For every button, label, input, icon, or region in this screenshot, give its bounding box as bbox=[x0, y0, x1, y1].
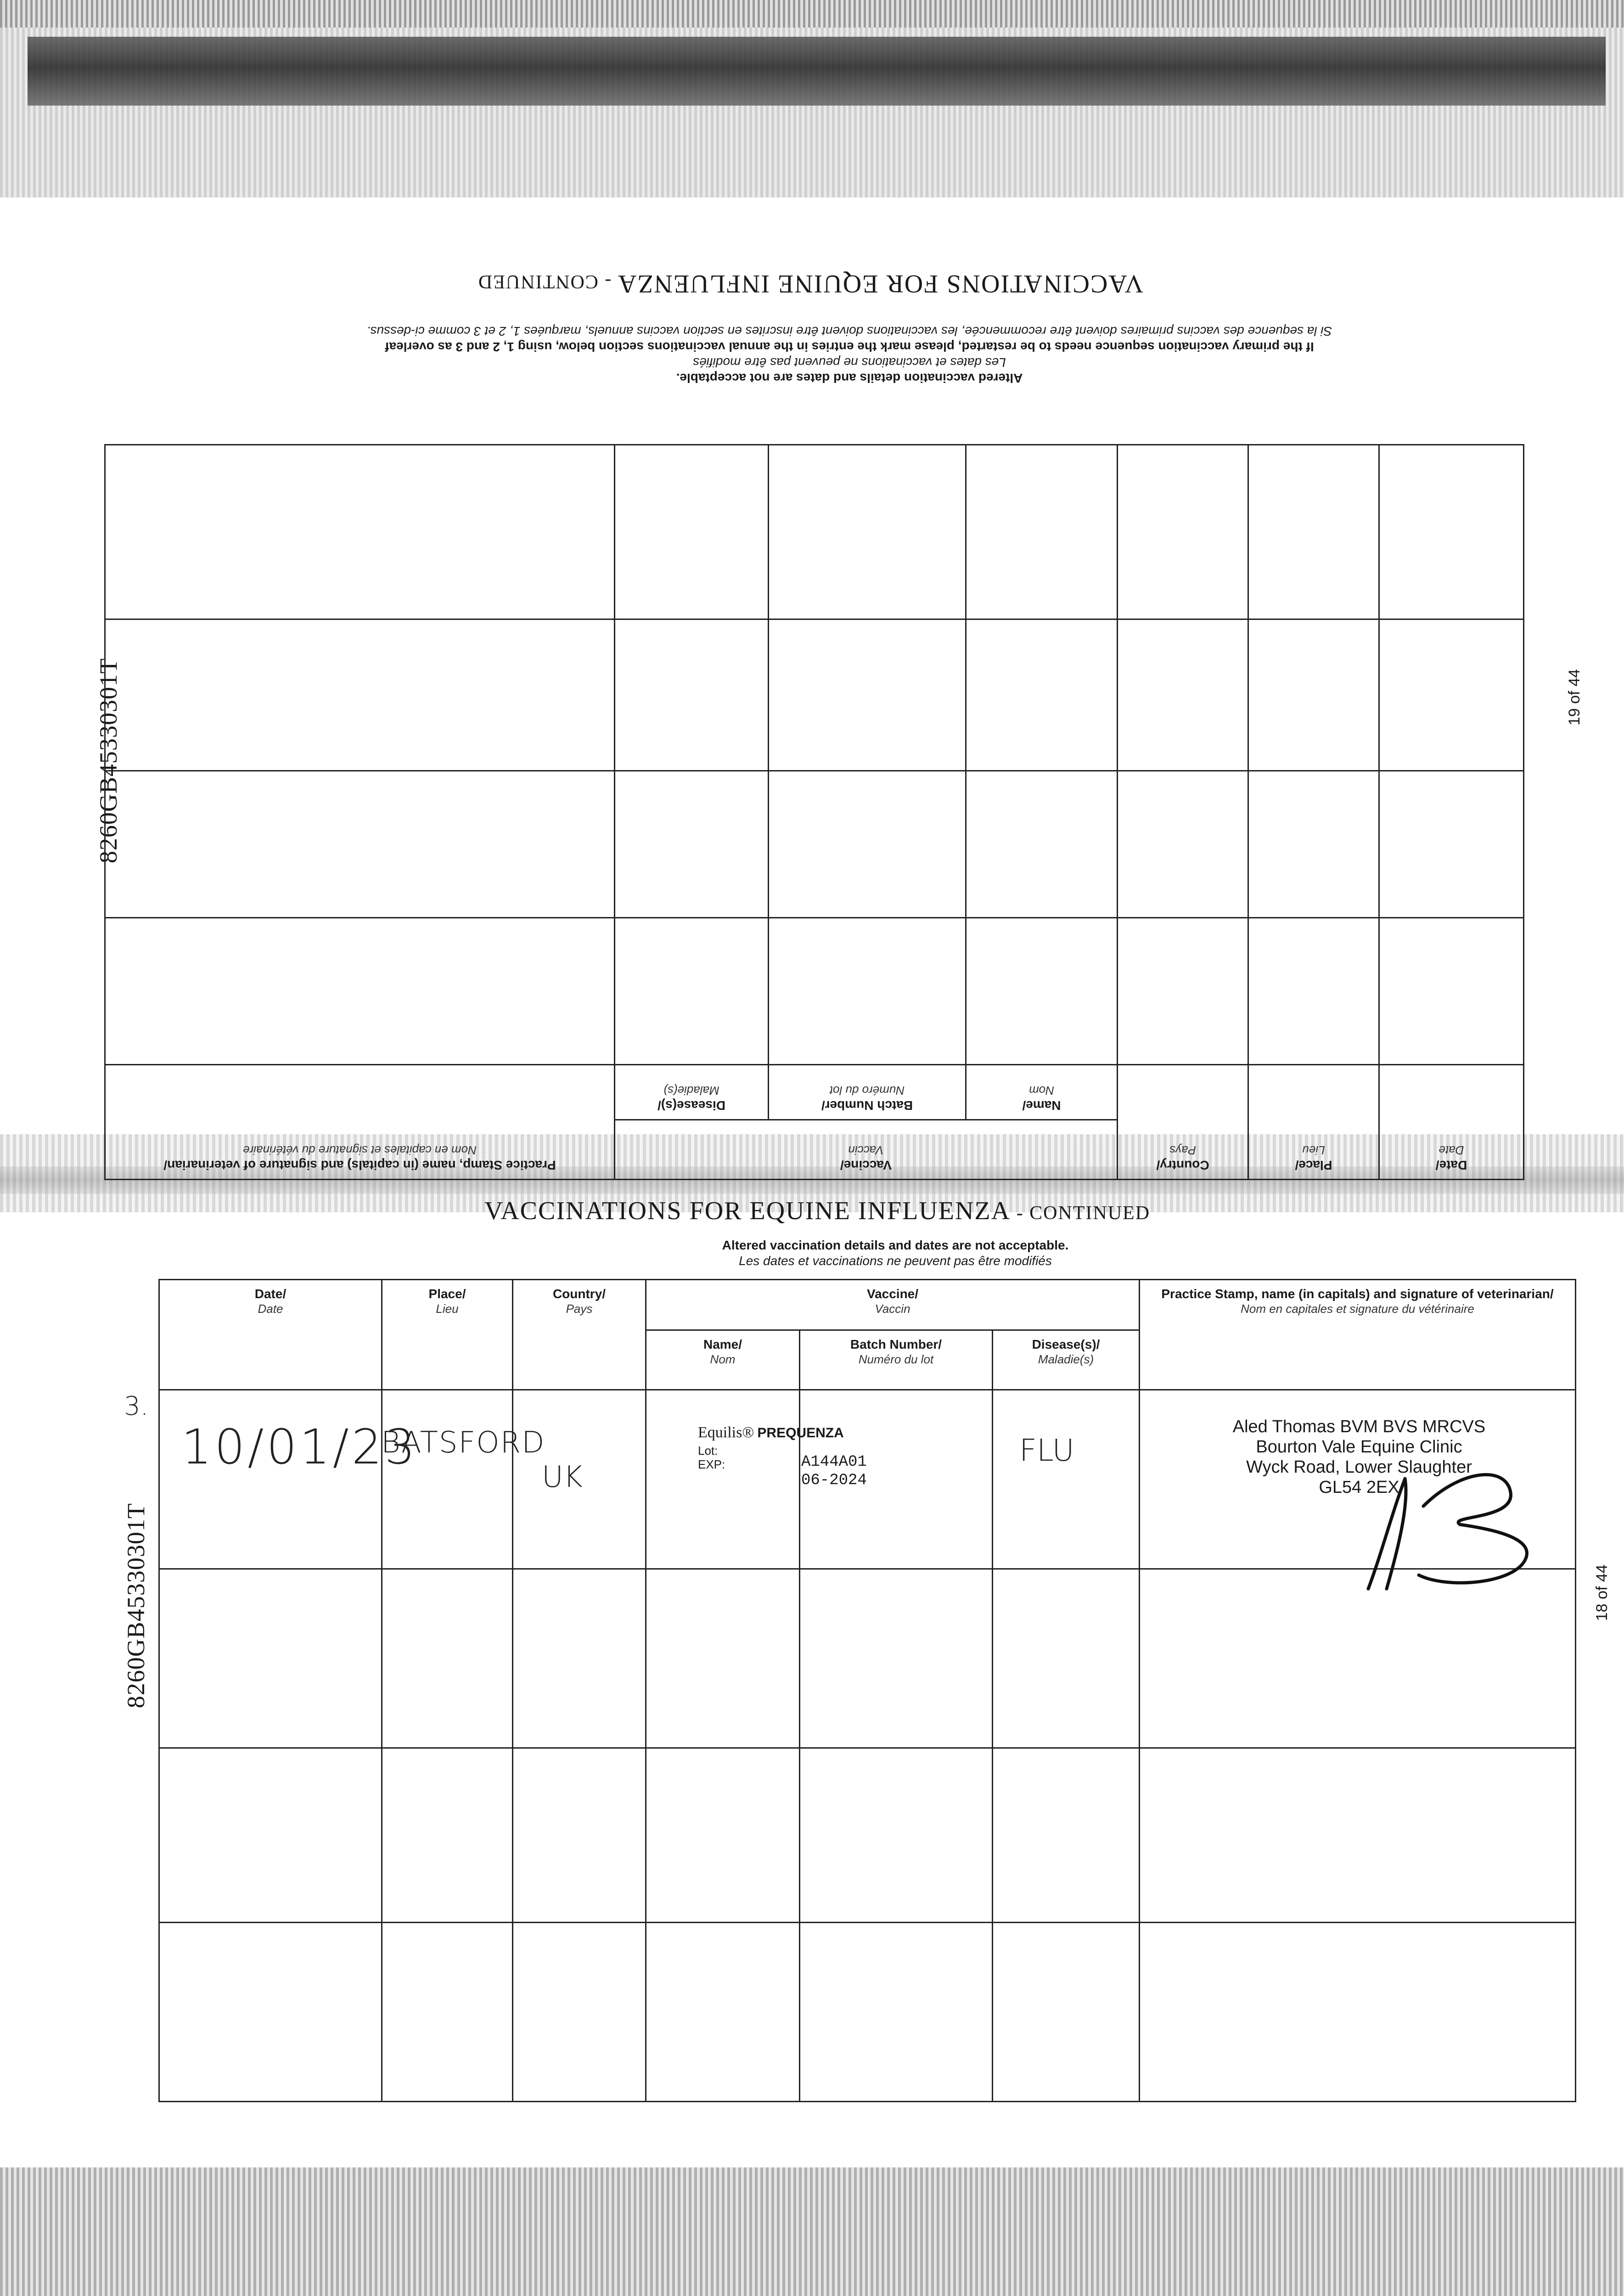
lower-header-place: Place/ Lieu bbox=[382, 1280, 513, 1390]
upper-table-row bbox=[105, 918, 1523, 1065]
upper-header-country: Country/ Pays bbox=[1118, 1065, 1248, 1180]
vet-signature bbox=[1354, 1451, 1547, 1598]
upper-page-number: 19 of 44 bbox=[1566, 669, 1583, 726]
upper-header-vaccine: Vaccine/ Vaccin bbox=[614, 1120, 1117, 1180]
upper-header-place: Place/ Lieu bbox=[1248, 1065, 1379, 1180]
entry-country: UK bbox=[542, 1460, 583, 1494]
upper-warning: Altered vaccination details and dates are not acceptable. Les dates et vaccinations ne peuvent pas être modifiés If the primary vaccination sequence needs to be restarted, please mark the entries in the annual vaccinations section below, using 1, 2 and 3 as overleaf Si la sequence des vaccins primaires doivent être recommencée, les vaccinations doivent être inscrites en section vaccins annuels, marquées 1, 2 et 3 comme ci-dessus. bbox=[366, 324, 1332, 385]
lower-table-row bbox=[159, 1923, 1576, 2102]
upper-header-date: Date/ Date bbox=[1379, 1065, 1524, 1180]
lower-header-disease: Disease(s)/ Maladie(s) bbox=[993, 1330, 1140, 1390]
upper-vaccination-table bbox=[104, 444, 1524, 1180]
vet-address: Wyck Road, Lower Slaughter bbox=[1246, 1458, 1472, 1477]
entry-date: 10/01/23 bbox=[181, 1419, 418, 1475]
upper-table-row bbox=[105, 619, 1523, 771]
upper-table-row bbox=[105, 445, 1523, 619]
lower-page-number: 18 of 44 bbox=[1593, 1564, 1611, 1621]
row-marker: 3. bbox=[124, 1391, 149, 1421]
serial-number-lower: 8260GB45330301T bbox=[122, 1503, 150, 1708]
scan-shadow-top bbox=[28, 37, 1606, 106]
upper-page-title: VACCINATIONS FOR EQUINE INFLUENZA - CONTINUED bbox=[477, 270, 1143, 298]
scan-band-bottom bbox=[0, 2167, 1624, 2296]
lower-header-name: Name/ Nom bbox=[646, 1330, 800, 1390]
lower-vaccination-table bbox=[158, 1279, 1576, 2102]
serial-number-upper: 8260GB45330301T bbox=[95, 658, 122, 863]
lower-header-vaccine: Vaccine/ Vaccin bbox=[646, 1280, 1140, 1330]
lower-warning: Altered vaccination details and dates are not acceptable. Les dates et vaccinations ne peuvent pas être modifiés bbox=[722, 1238, 1069, 1268]
lower-table-row bbox=[159, 1748, 1576, 1923]
vet-name: Aled Thomas BVM BVS MRCVS bbox=[1232, 1417, 1486, 1436]
upper-header-name: Name/ Nom bbox=[966, 1065, 1118, 1120]
vet-postcode: GL54 2EX bbox=[1319, 1478, 1399, 1497]
vet-practice: Bourton Vale Equine Clinic bbox=[1256, 1437, 1462, 1457]
vaccine-sticker: Equilis® PREQUENZA Lot: EXP: bbox=[698, 1424, 844, 1471]
batch-lot-value: A144A01 bbox=[801, 1453, 867, 1471]
lower-header-country: Country/ Pays bbox=[513, 1280, 646, 1390]
entry-place: BATSFORD bbox=[381, 1426, 545, 1460]
lower-header-batch: Batch Number/ Numéro du lot bbox=[800, 1330, 993, 1390]
entry-disease: FLU bbox=[1019, 1433, 1074, 1468]
lower-page-title: VACCINATIONS FOR EQUINE INFLUENZA - CONTINUED bbox=[484, 1197, 1151, 1225]
upper-page-flipped bbox=[115, 193, 1561, 1172]
scan-band-top-edge bbox=[0, 0, 1624, 28]
upper-table-row bbox=[105, 771, 1523, 918]
lower-header-date: Date/ Date bbox=[159, 1280, 382, 1390]
batch-exp-value: 06-2024 bbox=[801, 1472, 867, 1489]
upper-header-batch: Batch Number/ Numéro du lot bbox=[769, 1065, 966, 1120]
upper-header-stamp: Practice Stamp, name (in capitals) and signature of veterinarian/ Nom en capitales et signature du vétérinaire bbox=[105, 1065, 614, 1180]
upper-header-disease: Disease(s)/ Maladie(s) bbox=[614, 1065, 768, 1120]
lower-header-stamp: Practice Stamp, name (in capitals) and signature of veterinarian/ Nom en capitales et signature du vétérinaire bbox=[1140, 1280, 1576, 1390]
